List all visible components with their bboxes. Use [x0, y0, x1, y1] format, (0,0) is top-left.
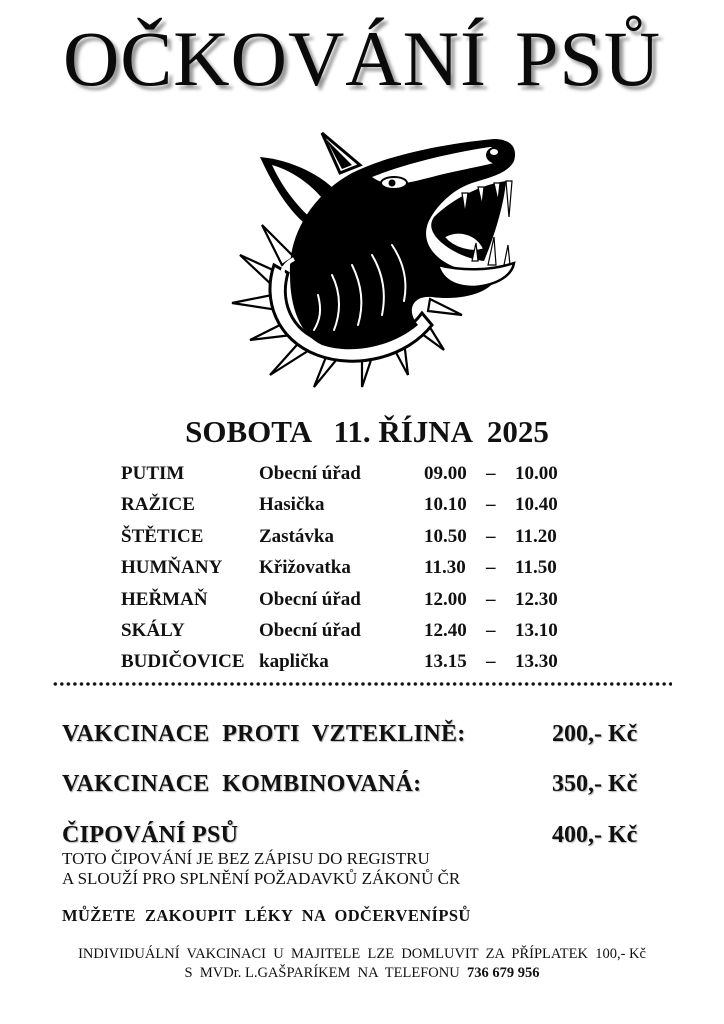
title-word-dogs: PSŮ — [514, 15, 662, 102]
schedule-time-to: 11.20 — [515, 525, 557, 547]
schedule-row — [121, 458, 571, 489]
schedule-place: Křižovatka — [259, 557, 351, 579]
schedule-town: PUTIM — [121, 463, 185, 484]
schedule-time-to: 10.00 — [515, 463, 558, 484]
schedule-town: HEŘMAŇ — [121, 588, 208, 610]
price-value: 200,- Kč — [552, 721, 638, 747]
schedule-row — [121, 489, 571, 520]
schedule-time-to: 10.40 — [515, 494, 558, 516]
dog-spiked-collar-illustration — [222, 125, 522, 390]
schedule-place: Hasička — [259, 494, 325, 516]
price-label: VAKCINACE PROTI VZTEKLINĚ: — [62, 721, 466, 747]
schedule-time-from: 12.00 — [424, 588, 467, 610]
schedule-place: Zastávka — [259, 525, 334, 547]
schedule-row — [121, 521, 571, 552]
schedule-time-from: 10.50 — [424, 525, 467, 547]
price-label: VAKCINACE KOMBINOVANÁ: — [62, 771, 422, 797]
schedule-table — [121, 458, 571, 678]
schedule-time-to: 12.30 — [515, 588, 558, 610]
schedule-time-to: 11.50 — [515, 557, 557, 579]
schedule-time-from: 09.00 — [424, 463, 467, 484]
schedule-dash: – — [486, 463, 496, 484]
dotted-divider — [52, 680, 672, 690]
chip-note-line-2: A SLOUŽÍ PRO SPLNĚNÍ POŽADAVKŮ ZÁKONŮ ČR — [62, 869, 461, 888]
footer-line-2 — [0, 964, 724, 983]
schedule-dash: – — [486, 525, 496, 547]
schedule-row — [121, 584, 571, 615]
event-date-heading: SOBOTA 11. ŘÍJNA 2025 — [185, 414, 549, 449]
schedule-time-to: 13.10 — [515, 619, 558, 641]
title-word-vaccination: OČKOVÁNÍ — [62, 15, 487, 102]
schedule-place: Obecní úřad — [259, 588, 361, 610]
schedule-place: kaplička — [259, 651, 329, 673]
price-label: ČIPOVÁNÍ PSŮ — [62, 822, 239, 848]
schedule-dash: – — [486, 557, 496, 579]
schedule-time-from: 12.40 — [424, 619, 467, 641]
phone-number: 736 679 956 — [466, 965, 540, 981]
poster-title — [0, 14, 724, 104]
schedule-time-to: 13.30 — [515, 651, 558, 673]
footer — [0, 945, 724, 983]
schedule-time-from: 10.10 — [424, 494, 467, 516]
chip-note-line-1: TOTO ČIPOVÁNÍ JE BEZ ZÁPISU DO REGISTRU — [62, 849, 430, 868]
schedule-place: Obecní úřad — [259, 463, 361, 484]
schedule-row — [121, 615, 571, 646]
schedule-town: BUDIČOVICE — [121, 651, 245, 673]
schedule-time-from: 13.15 — [424, 651, 467, 673]
schedule-town: SKÁLY — [121, 619, 185, 641]
schedule-row — [121, 552, 571, 583]
price-value: 350,- Kč — [552, 771, 638, 797]
schedule-dash: – — [486, 651, 496, 673]
schedule-place: Obecní úřad — [259, 619, 361, 641]
medicine-note: MŮŽETE ZAKOUPIT LÉKY NA ODČERVENÍPSŮ — [62, 906, 471, 925]
footer-line-1: INDIVIDUÁLNÍ VAKCINACI U MAJITELE LZE DOMLUVIT ZA PŘÍPLATEK 100,- Kč — [78, 946, 646, 962]
schedule-town: HUMŇANY — [121, 557, 223, 579]
footer-contact: S MVDr. L.GAŠPARÍKEM NA TELEFONU — [184, 965, 460, 981]
schedule-town: RAŽICE — [121, 494, 195, 516]
schedule-dash: – — [486, 494, 496, 516]
schedule-time-from: 11.30 — [424, 557, 466, 579]
schedule-row — [121, 646, 571, 677]
price-value: 400,- Kč — [552, 822, 638, 848]
schedule-dash: – — [486, 588, 496, 610]
schedule-town: ŠTĚTICE — [121, 525, 204, 547]
schedule-dash: – — [486, 619, 496, 641]
